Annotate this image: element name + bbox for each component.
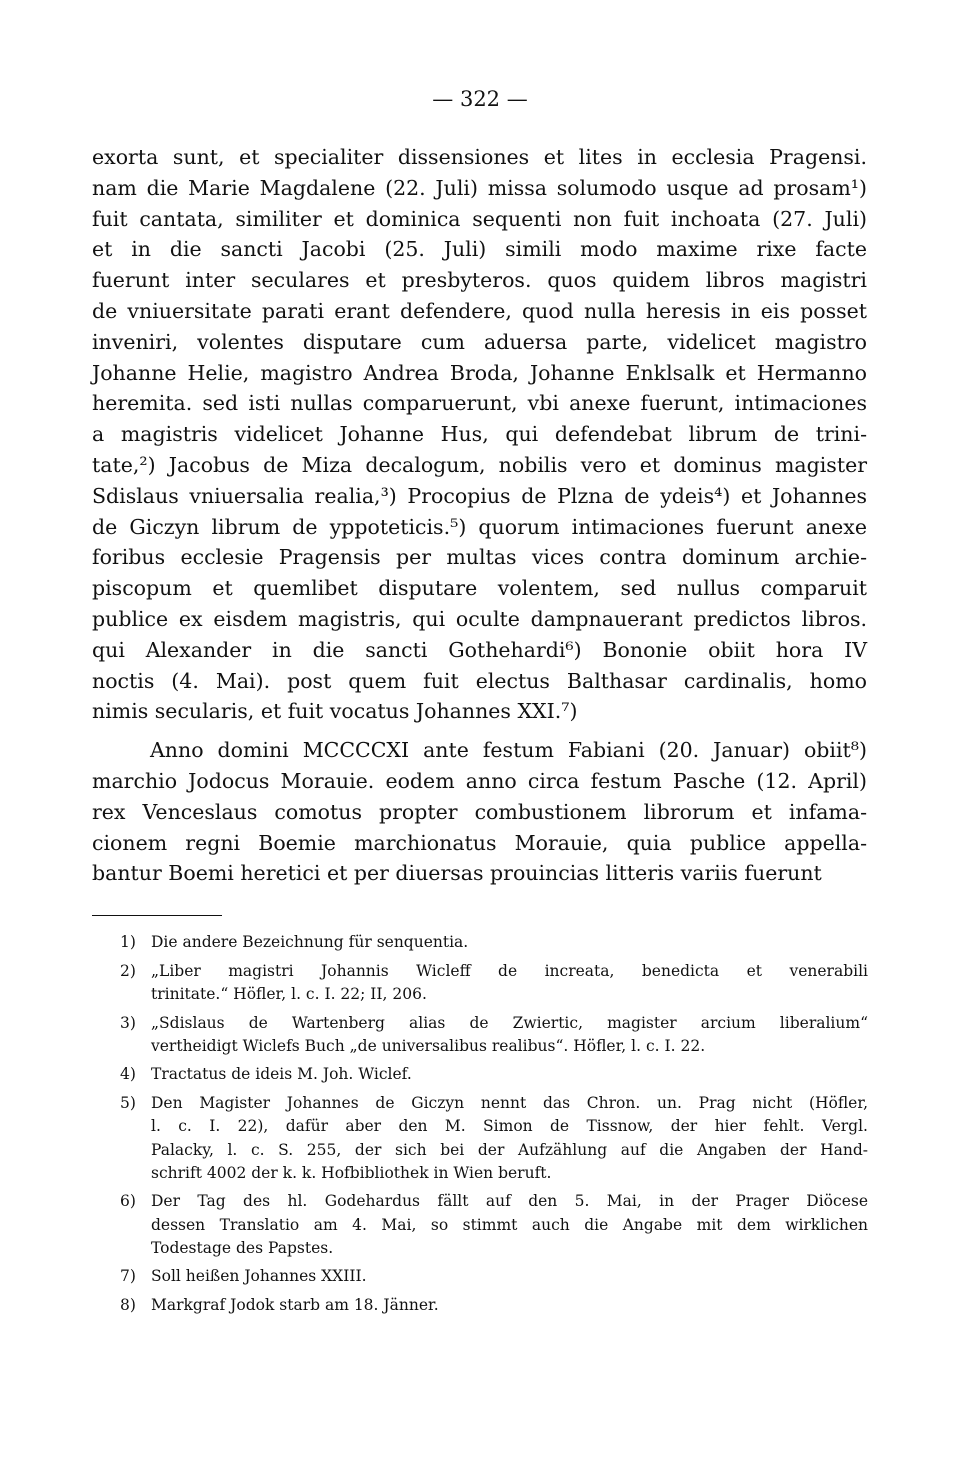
- footnote-text-line: dessen Translatio am 4. Mai, so stimmt auch die Angabe mit dem wirklichen: [151, 1215, 868, 1234]
- footnote: [120, 1092, 868, 1185]
- text-line: Anno domini MCCCCXI ante festum Fabiani (20. Januar) obiit⁸): [150, 738, 867, 763]
- footnote: [120, 931, 868, 954]
- text-line: de vniuersitate parati erant defendere, quod nulla heresis in eis posset: [92, 298, 867, 323]
- main-text: [92, 142, 867, 889]
- text-line: heremita. sed isti nullas comparuerunt, vbi anexe fuerunt, intimaciones: [92, 391, 867, 416]
- footnote-text-line: vertheidigt Wiclefs Buch „de universalibus realibus“. Höfler, l. c. I. 22.: [151, 1036, 706, 1055]
- text-line: a magistris videlicet Johanne Hus, qui defendebat librum de trini-: [92, 422, 867, 447]
- footnote-text-line: Todestage des Papstes.: [151, 1238, 334, 1257]
- text-line: cionem regni Boemie marchionatus Morauie, quia publice appella-: [92, 830, 867, 855]
- footnote-text-line: Der Tag des hl. Godehardus fällt auf den 5. Mai, in der Prager Diöcese: [151, 1192, 868, 1211]
- footnotes: [120, 931, 868, 1323]
- footnote-separator: [92, 915, 222, 916]
- page-number: — 322 —: [432, 87, 528, 111]
- text-line: Sdislaus vniuersalia realia,³) Procopius de Plzna de ydeis⁴) et Johannes: [92, 483, 867, 508]
- text-line: exorta sunt, et specialiter dissensiones et lites in ecclesia Pragensi.: [92, 145, 867, 169]
- footnote-text-line: Die andere Bezeichnung für senquentia.: [151, 933, 469, 951]
- footnote-marker: 8): [120, 1296, 136, 1315]
- footnote-marker: 5): [120, 1094, 136, 1113]
- text-line: fuerunt inter seculares et presbyteros. quos quidem libros magistri: [92, 268, 867, 293]
- footnote-text-line: „Sdislaus de Wartenberg alias de Zwiertic, magister arcium liberalium“: [151, 1013, 868, 1032]
- text-line: qui Alexander in die sancti Gothehardi⁶) Bononie obiit hora IV: [92, 637, 867, 662]
- footnote-marker: 1): [120, 933, 136, 951]
- footnote: [120, 1063, 868, 1086]
- text-line: tate,²) Jacobus de Miza decalogum, nobilis vero et dominus magister: [92, 452, 867, 477]
- footnote-text-line: Markgraf Jodok starb am 18. Jänner.: [151, 1296, 439, 1315]
- text-line: marchio Jodocus Morauie. eodem anno circa festum Pasche (12. April): [92, 768, 867, 793]
- footnote: [120, 960, 868, 1006]
- footnote-text-line: Palacky, l. c. S. 255, der sich bei der Aufzählung auf die Angaben der Hand-: [151, 1140, 868, 1159]
- text-line: nam die Marie Magdalene (22. Juli) missa solumodo usque ad prosam¹): [92, 175, 867, 200]
- text-line: de Giczyn librum de yppoteticis.⁵) quorum intimaciones fuerunt anexe: [92, 514, 867, 539]
- footnote: [120, 1012, 868, 1058]
- footnote-marker: 3): [120, 1013, 136, 1032]
- footnote-marker: 2): [120, 961, 136, 980]
- text-line: noctis (4. Mai). post quem fuit electus Balthasar cardinalis, homo: [92, 668, 867, 693]
- footnote-text-line: „Liber magistri Johannis Wicleff de increata, benedicta et venerabili: [151, 961, 868, 980]
- footnote-marker: 6): [120, 1192, 136, 1211]
- footnote-marker: 7): [120, 1267, 136, 1286]
- text-line: inveniri, volentes disputare cum aduersa parte, videlicet magistro: [92, 329, 867, 354]
- text-line: bantur Boemi heretici et per diuersas prouincias litteris variis fuerunt: [92, 861, 822, 886]
- footnote-text-line: Soll heißen Johannes XXIII.: [151, 1267, 367, 1286]
- text-line: fuit cantata, similiter et dominica sequenti non fuit inchoata (27. Juli): [92, 206, 867, 231]
- footnote-text-line: Tractatus de ideis M. Joh. Wiclef.: [151, 1065, 412, 1084]
- footnote-text-line: trinitate.“ Höfler, l. c. I. 22; II, 206.: [151, 984, 427, 1003]
- footnote: [120, 1294, 868, 1317]
- text-line: rex Venceslaus comotus propter combustionem librorum et infama-: [92, 799, 867, 824]
- text-line: foribus ecclesie Pragensis per multas vices contra dominum archie-: [92, 545, 867, 570]
- footnote-text-line: l. c. I. 22), dafür aber den M. Simon de Tissnow, der hier fehlt. Vergl.: [151, 1117, 868, 1136]
- footnote-marker: 4): [120, 1065, 136, 1084]
- text-line: publice ex eisdem magistris, qui oculte dampnauerant predictos libros.: [92, 606, 867, 631]
- footnote: [120, 1190, 868, 1260]
- footnote: [120, 1265, 868, 1288]
- paragraph: [92, 735, 867, 889]
- footnote-text-line: Den Magister Johannes de Giczyn nennt das Chron. un. Prag nicht (Höfler,: [151, 1094, 868, 1113]
- text-line: et in die sancti Jacobi (25. Juli) simili modo maxime rixe facte: [92, 237, 867, 262]
- text-line: nimis secularis, et fuit vocatus Johannes XXI.⁷): [92, 699, 578, 724]
- text-line: Johanne Helie, magistro Andrea Broda, Johanne Enklsalk et Hermanno: [92, 360, 867, 385]
- footnote-text-line: schrift 4002 der k. k. Hofbibliothek in Wien beruft.: [151, 1163, 552, 1182]
- paragraph: [92, 142, 867, 727]
- text-line: piscopum et quemlibet disputare volentem, sed nullus comparuit: [92, 576, 867, 601]
